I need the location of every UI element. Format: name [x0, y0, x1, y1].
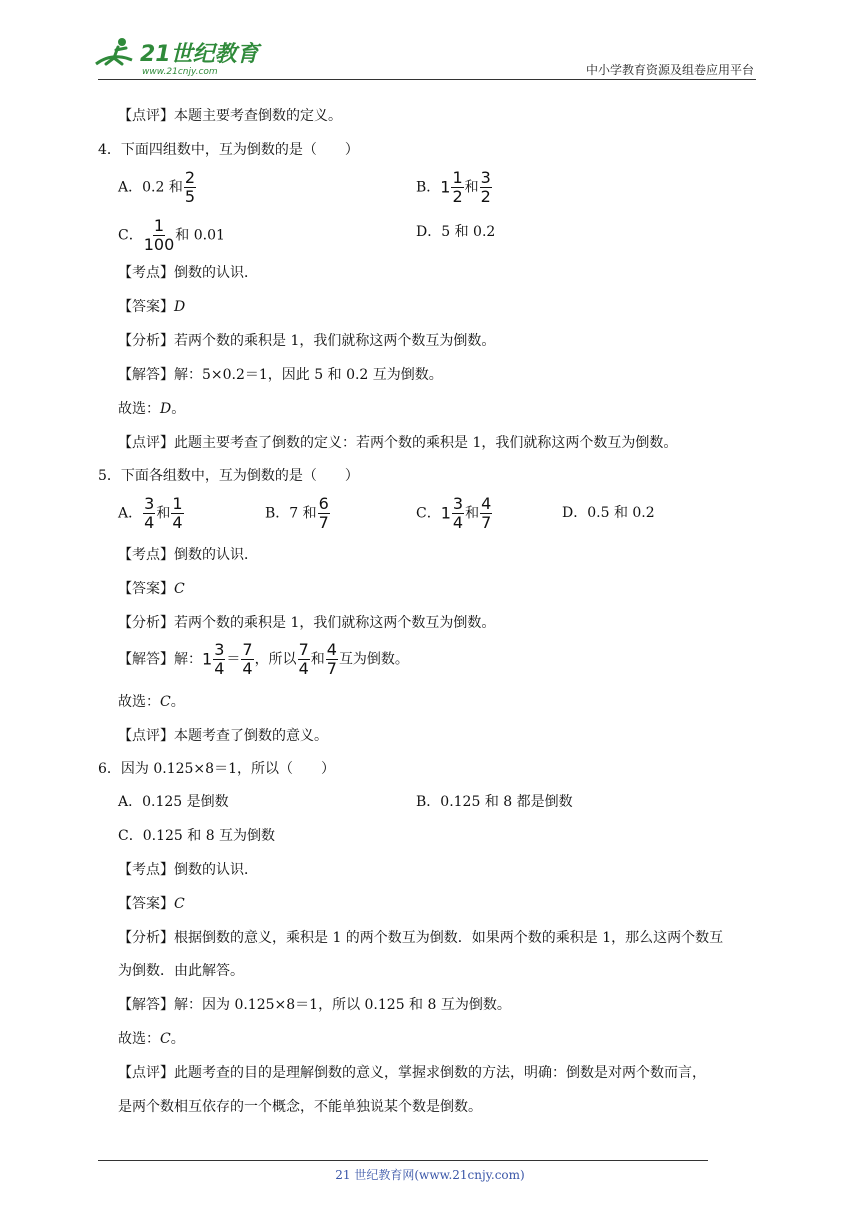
q5-option-b: B．7 和 $\frac{6}{7}$ [265, 494, 329, 532]
header-divider [98, 79, 756, 80]
footer-divider [98, 1160, 708, 1161]
logo-url: www.21cnjy.com [142, 67, 218, 77]
q5-answer: 【答案】C [118, 581, 185, 597]
prev-comment: 【点评】本题主要考查倒数的定义。 [118, 108, 342, 124]
q5-guxuan: 故选：C。 [118, 694, 185, 710]
q6-fenxi-line1: 【分析】根据倒数的意义，乘积是 1 的两个数互为倒数．如果两个数的乘积是 1，那么这两个数互 [118, 930, 724, 946]
q4-option-d: D．5 和 0.2 [416, 224, 496, 240]
q4-dianping: 【点评】此题主要考查了倒数的定义：若两个数的乘积是 1，我们就称这两个数互为倒数。 [118, 435, 678, 451]
q4-stem: 4．下面四组数中，互为倒数的是（ ） [98, 142, 359, 158]
q6-guxuan: 故选：C。 [118, 1031, 185, 1047]
q6-fenxi-line2: 为倒数．由此解答。 [118, 963, 244, 979]
q5-option-a: A． $\frac{3}{4}$ 和 $\frac{1}{4}$ [118, 494, 183, 532]
q4-kaodian: 【考点】倒数的认识． [118, 265, 258, 281]
q6-option-b: B．0.125 和 8 都是倒数 [416, 794, 573, 810]
q5-fenxi: 【分析】若两个数的乘积是 1，我们就称这两个数互为倒数。 [118, 615, 496, 631]
q5-stem: 5．下面各组数中，互为倒数的是（ ） [98, 468, 359, 484]
q6-answer: 【答案】C [118, 896, 185, 912]
q4-option-c: C． $\frac{1}{100}$ 和 0.01 [118, 216, 225, 254]
q5-kaodian: 【考点】倒数的认识． [118, 547, 258, 563]
site-logo [92, 34, 262, 78]
q5-dianping: 【点评】本题考查了倒数的意义。 [118, 728, 328, 744]
q4-option-b: B．1 $\frac{1}{2}$ 和 $\frac{3}{2}$ [416, 168, 491, 206]
q5-jieda: 【解答】解：1 $\frac{3}{4}$ ＝ $\frac{7}{4}$ ，所以 $\frac{7}{4}$ 和 $\frac{4}{7}$ 互为倒数。 [118, 640, 409, 678]
header-platform-text: 中小学教育资源及组卷应用平台 [585, 63, 754, 77]
q6-option-a: A．0.125 是倒数 [118, 794, 229, 810]
q6-jieda: 【解答】解：因为 0.125×8＝1，所以 0.125 和 8 互为倒数。 [118, 997, 511, 1013]
q6-option-c: C．0.125 和 8 互为倒数 [118, 828, 276, 844]
q4-option-a: A．0.2 和 $\frac{2}{5}$ [118, 168, 196, 206]
footer-site-text: 21 世纪教育网(www.21cnjy.com) [335, 1168, 525, 1182]
logo-text: 21世纪教育 [140, 42, 259, 67]
q5-option-c: C．1 $\frac{3}{4}$ 和 $\frac{4}{7}$ [416, 494, 492, 532]
q6-stem: 6．因为 0.125×8＝1，所以（ ） [98, 761, 335, 777]
q6-kaodian: 【考点】倒数的认识． [118, 862, 258, 878]
q4-answer: 【答案】D [118, 299, 186, 315]
q6-dianping-line2: 是两个数相互依存的一个概念，不能单独说某个数是倒数。 [118, 1099, 482, 1115]
q5-option-d: D．0.5 和 0.2 [562, 505, 655, 521]
q4-fenxi: 【分析】若两个数的乘积是 1，我们就称这两个数互为倒数。 [118, 333, 496, 349]
q6-dianping-line1: 【点评】此题考查的目的是理解倒数的意义，掌握求倒数的方法，明确：倒数是对两个数而言， [118, 1065, 706, 1081]
q4-guxuan: 故选：D。 [118, 401, 186, 417]
q4-jieda: 【解答】解：5×0.2＝1，因此 5 和 0.2 互为倒数。 [118, 367, 443, 383]
